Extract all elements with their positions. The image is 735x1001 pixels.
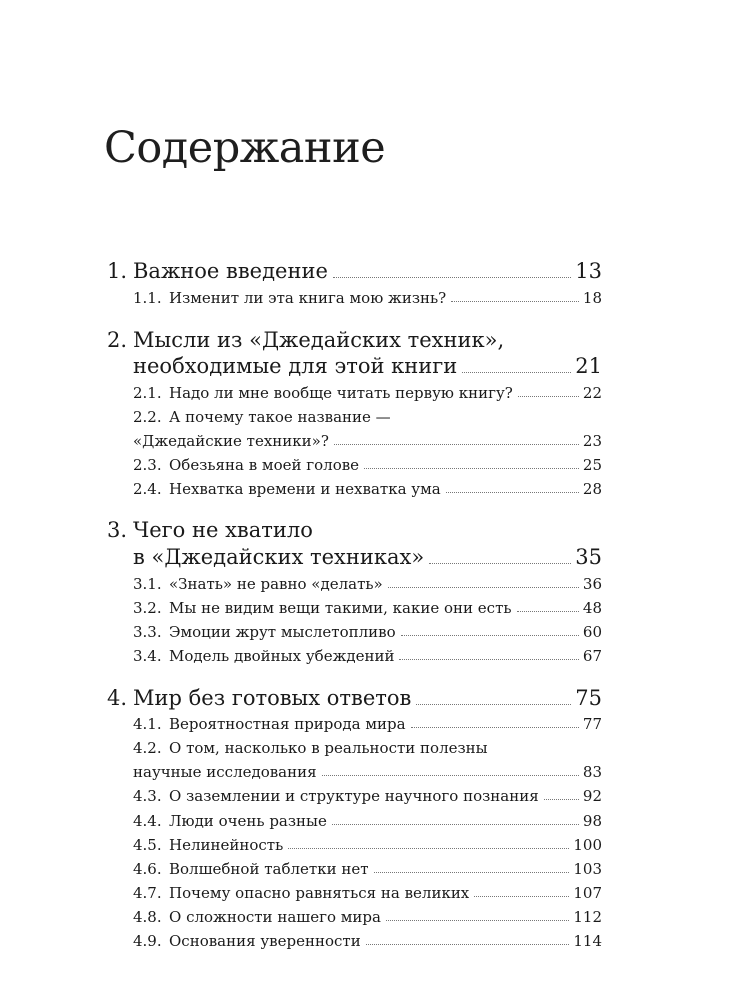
toc-section-3-3	[0, 622, 735, 642]
section-title: «Знать» не равно «делать»	[169, 575, 383, 593]
toc-chapter-4	[0, 685, 735, 711]
section-title: О сложности нашего мира	[169, 908, 381, 926]
page-number: 21	[575, 354, 602, 378]
chapter-number: 4.	[107, 686, 128, 710]
toc-section-4-1	[0, 714, 735, 734]
section-title-continued: научные исследования	[133, 763, 317, 781]
dot-leader	[333, 276, 571, 278]
page-number: 77	[582, 715, 602, 733]
toc-chapter-1	[0, 258, 735, 284]
toc-section-3-4	[0, 646, 735, 666]
toc-section-2-4	[0, 479, 735, 499]
section-title: Волшебной таблетки нет	[169, 860, 369, 878]
dot-leader	[374, 871, 570, 873]
toc-chapter-3-line-1	[107, 517, 313, 543]
section-number: 3.3.	[133, 623, 162, 641]
section-title: Люди очень разные	[169, 812, 327, 830]
section-title: Обезьяна в моей голове	[169, 456, 360, 474]
section-number: 4.2.	[133, 739, 162, 757]
section-title: Нелинейность	[169, 836, 284, 854]
page-number: 67	[582, 647, 602, 665]
dot-leader	[399, 658, 578, 660]
page-number: 13	[575, 259, 602, 283]
toc-section-2-3	[0, 455, 735, 475]
dot-leader	[474, 895, 569, 897]
section-number: 2.2.	[133, 408, 162, 426]
section-title: Вероятностная природа мира	[169, 715, 406, 733]
toc-section-4-6	[0, 859, 735, 879]
dot-leader	[388, 586, 579, 588]
toc-section-2-2-line-1	[133, 407, 391, 427]
toc-section-3-1	[0, 574, 735, 594]
chapter-title: Чего не хватило	[133, 518, 313, 542]
page-number: 112	[573, 908, 602, 926]
dot-leader	[517, 610, 579, 612]
chapter-title-continued: необходимые для этой книги	[133, 354, 458, 378]
page-number: 83	[582, 763, 602, 781]
section-number: 4.7.	[133, 884, 162, 902]
toc-section-4-3	[0, 786, 735, 806]
section-number: 4.9.	[133, 932, 162, 950]
page-number: 92	[582, 787, 602, 805]
section-title: Почему опасно равняться на великих	[169, 884, 470, 902]
section-title: А почему такое название —	[169, 408, 391, 426]
toc-section-4-2-line-1	[133, 738, 488, 758]
toc-chapter-2-line-1	[107, 327, 504, 353]
section-number: 4.5.	[133, 836, 162, 854]
page-number: 75	[575, 686, 602, 710]
toc-section-4-8	[0, 907, 735, 927]
page-number: 23	[582, 432, 602, 450]
dot-leader	[401, 634, 579, 636]
dot-leader	[544, 798, 579, 800]
toc-section-4-7	[0, 883, 735, 903]
dot-leader	[288, 847, 569, 849]
chapter-number: 2.	[107, 328, 128, 352]
toc-section-4-4	[0, 811, 735, 831]
dot-leader	[429, 562, 571, 564]
chapter-number: 3.	[107, 518, 128, 542]
dot-leader	[451, 300, 579, 302]
chapter-title: Мир без готовых ответов	[133, 686, 412, 710]
section-number: 3.2.	[133, 599, 162, 617]
toc-chapter-3	[0, 544, 735, 570]
dot-leader	[334, 443, 579, 445]
page-number: 103	[573, 860, 602, 878]
dot-leader	[386, 919, 569, 921]
page-number: 18	[582, 289, 602, 307]
page-number: 107	[573, 884, 602, 902]
section-number: 3.1.	[133, 575, 162, 593]
page-number: 100	[573, 836, 602, 854]
toc-section-4-2	[0, 762, 735, 782]
section-number: 4.3.	[133, 787, 162, 805]
section-title-continued: «Джедайские техники»?	[133, 432, 329, 450]
section-title: Мы не видим вещи такими, какие они есть	[169, 599, 512, 617]
section-number: 4.6.	[133, 860, 162, 878]
section-number: 1.1.	[133, 289, 162, 307]
toc-section-4-9	[0, 931, 735, 951]
page-number: 114	[573, 932, 602, 950]
toc-section-2-2	[0, 431, 735, 451]
dot-leader	[446, 491, 579, 493]
page-number: 36	[582, 575, 602, 593]
section-number: 4.8.	[133, 908, 162, 926]
section-number: 3.4.	[133, 647, 162, 665]
toc-section-3-2	[0, 598, 735, 618]
dot-leader	[366, 943, 570, 945]
page-number: 28	[582, 480, 602, 498]
page-title: Содержание	[104, 123, 386, 173]
section-title: Изменит ли эта книга мою жизнь?	[169, 289, 447, 307]
section-title: Нехватка времени и нехватка ума	[169, 480, 441, 498]
dot-leader	[462, 371, 571, 373]
section-title: О заземлении и структуре научного познания	[169, 787, 539, 805]
toc-section-1-1	[0, 288, 735, 308]
toc-chapter-2	[0, 353, 735, 379]
dot-leader	[322, 774, 579, 776]
page-number: 35	[575, 545, 602, 569]
page-number: 60	[582, 623, 602, 641]
section-number: 2.3.	[133, 456, 162, 474]
section-number: 4.4.	[133, 812, 162, 830]
chapter-title: Важное введение	[133, 259, 328, 283]
toc-section-2-1	[0, 383, 735, 403]
section-title: Надо ли мне вообще читать первую книгу?	[169, 384, 513, 402]
dot-leader	[411, 726, 579, 728]
chapter-title-continued: в «Джедайских техниках»	[133, 545, 425, 569]
page-number: 22	[582, 384, 602, 402]
section-number: 2.1.	[133, 384, 162, 402]
dot-leader	[332, 823, 579, 825]
dot-leader	[364, 467, 579, 469]
dot-leader	[416, 703, 571, 705]
section-title: Основания уверенности	[169, 932, 361, 950]
page-number: 25	[582, 456, 602, 474]
chapter-number: 1.	[107, 259, 128, 283]
toc-section-4-5	[0, 835, 735, 855]
page-number: 48	[582, 599, 602, 617]
section-number: 2.4.	[133, 480, 162, 498]
section-number: 4.1.	[133, 715, 162, 733]
dot-leader	[518, 395, 579, 397]
section-title: Модель двойных убеждений	[169, 647, 395, 665]
section-title: Эмоции жрут мыслетопливо	[169, 623, 396, 641]
chapter-title: Мысли из «Джедайских техник»,	[133, 328, 505, 352]
page-number: 98	[582, 812, 602, 830]
section-title: О том, насколько в реальности полезны	[169, 739, 488, 757]
